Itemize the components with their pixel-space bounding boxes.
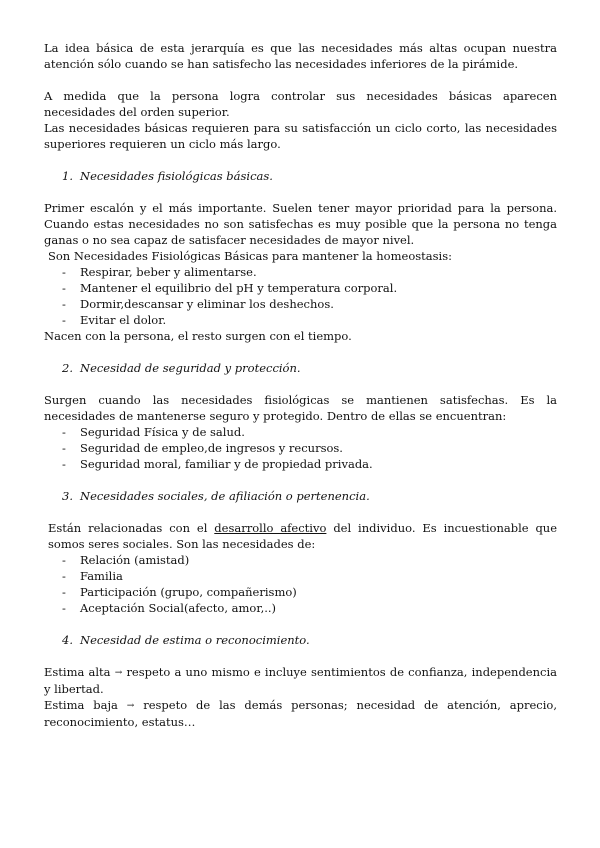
- list-item: - Respirar, beber y alimentarse.: [44, 264, 557, 280]
- section-2-list: [44, 424, 557, 472]
- section-1-number: 1.: [62, 169, 73, 183]
- section-3-list: [44, 552, 557, 616]
- list-item: - Relación (amistad): [44, 552, 557, 568]
- paragraph-text: Están relacionadas con el: [48, 521, 208, 535]
- list-item: - Dormir,descansar y eliminar los deshechos.: [44, 296, 557, 312]
- estima-alta-label: Estima alta: [44, 665, 111, 679]
- section-1-heading: [44, 168, 557, 184]
- document-page: [44, 40, 557, 730]
- list-item: - Familia: [44, 568, 557, 584]
- section-2-title: Necesidad de seguridad y protección.: [80, 361, 301, 375]
- arrow-right-icon: →: [126, 701, 135, 711]
- section-4-title: Necesidad de estima o reconocimiento.: [80, 633, 310, 647]
- paragraph-text: del individuo. Es incuestionable que somos seres sociales. Son las necesidades de:: [48, 521, 558, 551]
- section-4-heading: [44, 632, 557, 648]
- section-1-list: [44, 264, 557, 328]
- arrow-right-icon: →: [114, 668, 123, 678]
- section-3-heading: [44, 488, 557, 504]
- estima-alta-paragraph: [44, 664, 557, 697]
- list-item: - Participación (grupo, compañerismo): [44, 584, 557, 600]
- desarrollo-afectivo-link[interactable]: desarrollo afectivo: [214, 521, 327, 535]
- list-item: - Seguridad Física y de salud.: [44, 424, 557, 440]
- section-1-title: Necesidades fisiológicas básicas.: [80, 169, 273, 183]
- intro-paragraph-2: A medida que la persona logra controlar sus necesidades básicas aparecen necesidades del orden superior.: [44, 89, 557, 119]
- section-2-number: 2.: [62, 361, 73, 375]
- list-item: - Seguridad de empleo,de ingresos y recursos.: [44, 440, 557, 456]
- estima-baja-text: respeto de las demás personas; necesidad de atención, aprecio, reconocimiento, estatus…: [44, 698, 558, 729]
- section-1-paragraph: Primer escalón y el más importante. Suelen tener mayor prioridad para la persona. Cuando estas necesidades no son satisfechas es muy posible que la persona no tenga ganas o no sea capaz de satisfacer necesidades de mayor nivel.: [44, 201, 557, 247]
- estima-baja-label: Estima baja: [44, 698, 118, 712]
- list-item: - Evitar el dolor.: [44, 312, 557, 328]
- intro-paragraph-1: La idea básica de esta jerarquía es que las necesidades más altas ocupan nuestra atención sólo cuando se han satisfecho las necesidades inferiores de la pirámide.: [44, 41, 557, 71]
- intro-paragraph-3: Las necesidades básicas requieren para su satisfacción un ciclo corto, las necesidades superiores requieren un ciclo más largo.: [44, 121, 557, 151]
- section-3-paragraph: [44, 520, 557, 552]
- section-2-heading: [44, 360, 557, 376]
- section-2-paragraph: Surgen cuando las necesidades fisiológicas se mantienen satisfechas. Es la necesidades de mantenerse seguro y protegido. Dentro de ellas se encuentran:: [44, 393, 557, 423]
- estima-baja-paragraph: [44, 697, 557, 730]
- section-1-lead: Son Necesidades Fisiológicas Básicas para mantener la homeostasis:: [48, 249, 452, 263]
- list-item: - Seguridad moral, familiar y de propiedad privada.: [44, 456, 557, 472]
- list-item: - Mantener el equilibrio del pH y temperatura corporal.: [44, 280, 557, 296]
- section-4-number: 4.: [62, 633, 73, 647]
- section-3-number: 3.: [62, 489, 73, 503]
- list-item: - Aceptación Social(afecto, amor,..): [44, 600, 557, 616]
- estima-alta-text: respeto a uno mismo e incluye sentimientos de confianza, independencia y libertad.: [44, 665, 557, 696]
- section-3-title: Necesidades sociales, de afiliación o pertenencia.: [80, 489, 370, 503]
- section-1-closing: Nacen con la persona, el resto surgen con el tiempo.: [44, 329, 352, 343]
